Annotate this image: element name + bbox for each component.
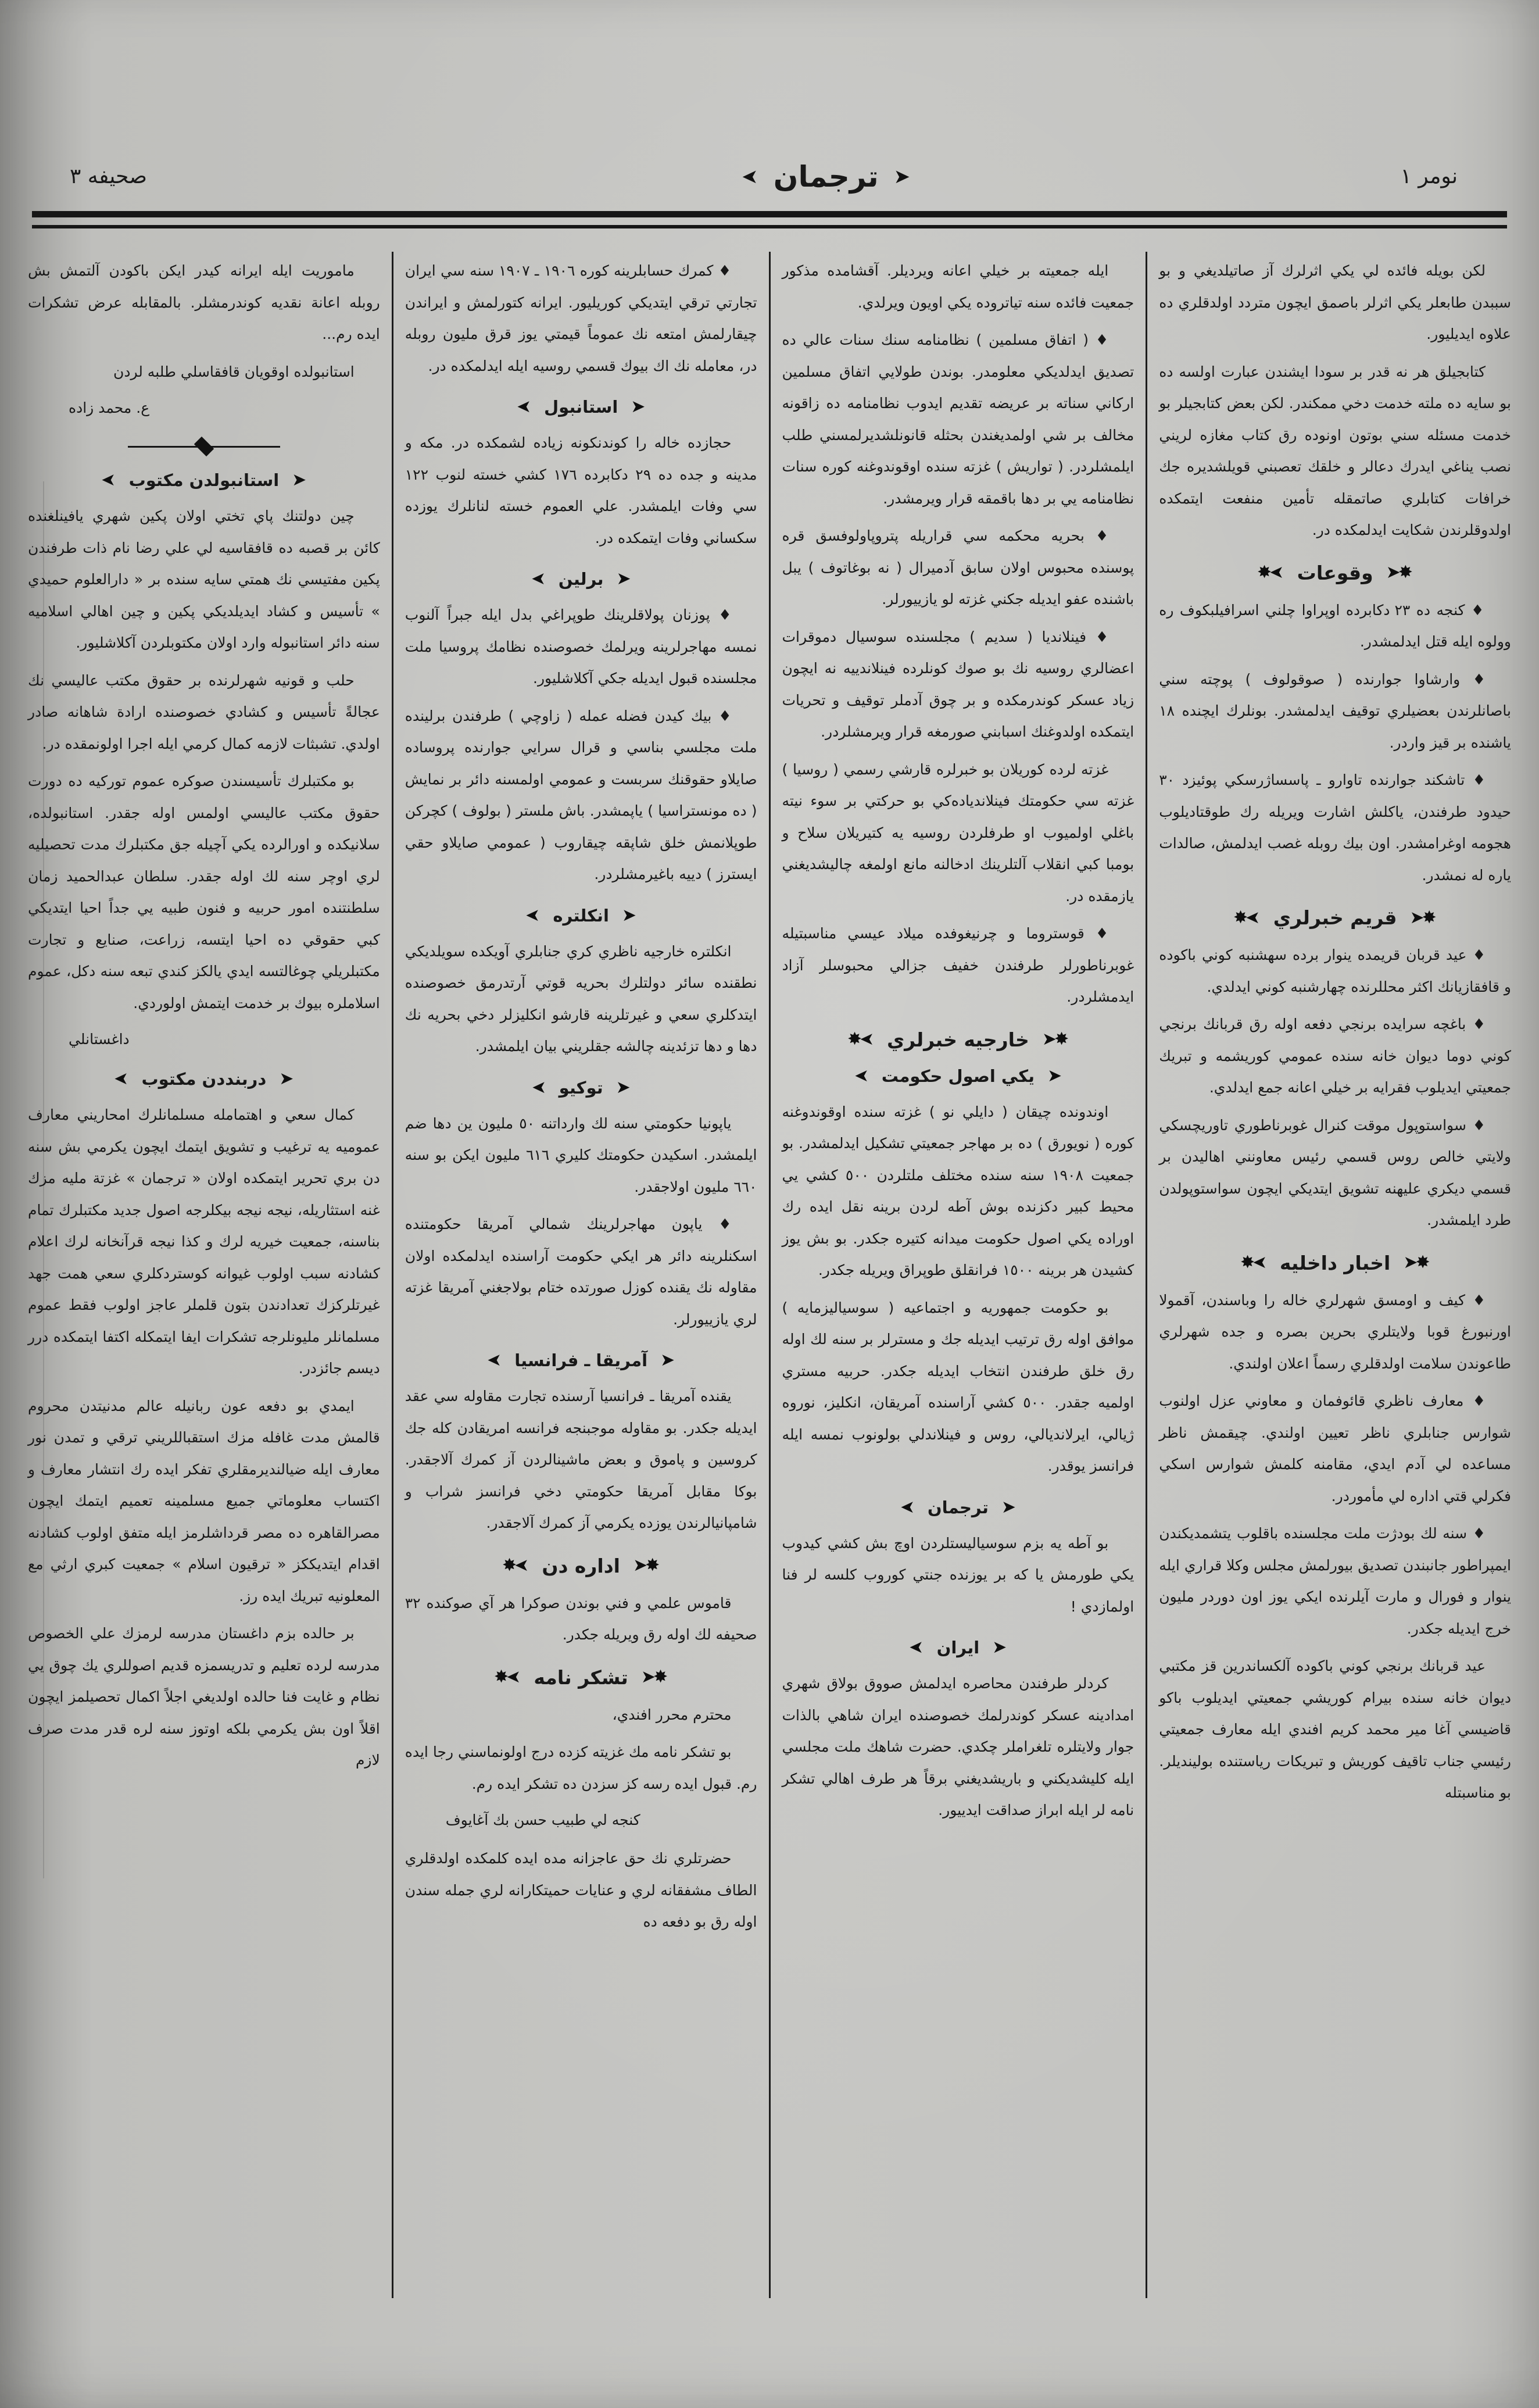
header-arrow-left-icon: ➤ <box>534 1077 546 1098</box>
section-header-label: وقوعات <box>1297 561 1373 584</box>
article-paragraph: بو تشكر نامه مك غزيته كزده درج اولونماسني رجا ايده رم. قبول ايده رسه كز سزدن ده تشكر ايده رم. <box>405 1744 757 1792</box>
article-paragraph: ايله جمعيته بر خيلي اعانه ويرديلر. آقشامده مذكور جمعيت فائده سنه تياتروده يكي اويون ويرلدي. <box>782 262 1134 311</box>
article-paragraph: چين دولتنك پاي تختي اولان پكين شهري يافينلغنده كائن بر قصبه ده قافقاسيه لي علي رضا نام ذات طرفندن پكين مفتيسي نك همتي سايه سنده بر « دارالعلوم حميدي » تأسيس و كشاد ايديلديكي پكين و چين اهالي اسلاميه سنه دائر استانبوله وارد اولان مكتوبلردن آكلاشليور. <box>28 508 380 651</box>
header-arrow-right-icon: ➤ <box>631 396 643 417</box>
header-arrow-left-icon: ➤ <box>518 396 531 417</box>
masthead <box>742 160 910 194</box>
signature-line: ع. محمد زاده <box>69 399 150 416</box>
section-header <box>1159 562 1511 584</box>
header-arrow-right-icon: ➤ <box>292 470 305 490</box>
article-paragraph: ♦ بحريه محكمه سي قراريله پتروپاولوفسق قره پوسنده محبوس اولان سابق آدميرال ( نه بوغاتوف ) يبل باشنده عفو ايديله جكني غزته لو يازييورلر. <box>782 527 1134 608</box>
masthead-arrow-left-icon: ➤ <box>742 165 758 188</box>
section-header-label: يكي اصول حكومت <box>881 1066 1035 1086</box>
article-paragraph: ♦ عيد قربان قريمده ينوار برده سهشنبه كوني باكوده و قافقازيانك اكثر محللرنده چهارشنبه كوني ايدلدي. <box>1159 946 1511 995</box>
article-paragraph: عيد قربانك برنجي كوني باكوده آلكساندرين قز مكتبي ديوان خانه سنده بيرام كوريشي جمعيتي ايديلوب باكو قاضيسي آغا مير محمد كريم افندي ايله معارف جمعيتي رئيسي جناب تاقيف كوريش و تبريكات رياستنده بوليندیلر. بو مناسبتله <box>1159 1657 1511 1801</box>
section-header <box>782 1028 1134 1051</box>
article-paragraph: محترم محرر افندي، <box>612 1706 732 1723</box>
section-header <box>28 1069 380 1089</box>
page-number-label: صحيفه ٣ <box>70 165 147 188</box>
article-paragraph: حجازده خاله را كوندنكونه زياده لشمكده در. مكه و مدينه و جده ده ٢٩ دكابرده ١٧٦ كشي خسته لنوب ١٢٢ سي وفات ايلمشدر. علي العموم خسته لنانلرك يوزده سكساني وفات ايتمكده در. <box>405 434 757 546</box>
article-paragraph: ماموريت ايله ايرانه كيدر ايكن باكودن آلتمش بش روبله اعانة نقديه كوندرمشلر. بالمقابله عرض تشكرات ايده رم... <box>28 262 380 342</box>
header-rosette-arrow-right-icon: ✸➤ <box>1041 1029 1067 1049</box>
header-arrow-left-icon: ➤ <box>856 1065 869 1086</box>
header-rosette-arrow-left-icon: ✸➤ <box>1242 1252 1267 1273</box>
scan-fold-artifact <box>43 481 44 1878</box>
article-paragraph: ♦ معارف ناظري قائوفمان و معاوني عزل اولنوب شوارس جنابلري ناظر تعيين اولندي. چيقمش ناظر مساعده لي آدم ايدي، مقامنه كلمش شوارس اسكي فكرلي قتي اداره لي مأموردر. <box>1159 1392 1511 1505</box>
article-paragraph: كردلر طرفندن محاصره ايدلمش صووق بولاق شهري امدادينه عسكر كوندرلمك خصوصنده ايران شاهي بالذات جوار ولايتلره تلغراملر چكدي. حضرت شاهك ملت مجلسي ايله كليشديكني و باريشديغني برقاً هر طرف اهالي تشكر نامه لر ايله ابراز صداقت ايدييور. <box>782 1675 1134 1818</box>
header-arrow-right-icon: ➤ <box>279 1069 292 1089</box>
section-header <box>405 906 757 926</box>
header-rosette-arrow-right-icon: ✸➤ <box>1409 907 1434 928</box>
section-header <box>1159 1252 1511 1274</box>
article-paragraph: ♦ سنه لك بودژت ملت مجلسنده باقلوب يتشمديكندن ايمپراطور جانبندن تصديق بيورلمش مجلس وكلا قراري ايله ينوار و فورال و مارت آيلرنده ايكي يوز اون دوردر مليون خرج ايديله جكدر. <box>1159 1525 1511 1637</box>
header-arrow-right-icon: ➤ <box>616 569 629 589</box>
header-arrow-right-icon: ➤ <box>615 1077 628 1098</box>
header-rosette-arrow-right-icon: ✸➤ <box>1403 1252 1428 1273</box>
divider-line <box>128 446 198 448</box>
header-arrow-left-icon: ➤ <box>489 1350 502 1370</box>
header-arrow-left-icon: ➤ <box>911 1637 924 1657</box>
newspaper-column <box>1146 252 1523 2298</box>
header-rosette-arrow-left-icon: ✸➤ <box>496 1667 521 1687</box>
section-header <box>405 1078 757 1098</box>
header-rosette-arrow-left-icon: ✸➤ <box>1259 562 1284 583</box>
divider-diamond-icon <box>194 437 214 456</box>
section-header-label: آمريقا ـ فرانسيا <box>514 1351 648 1370</box>
header-arrow-left-icon: ➤ <box>116 1069 129 1089</box>
section-header <box>405 1555 757 1577</box>
header-arrow-left-icon: ➤ <box>533 569 546 589</box>
article-paragraph: يقنده آمريقا ـ فرانسيا آرسنده تجارت مقاوله سي عقد ايديله جكدر. بو مقاوله موجبنجه فرانسه امريقادن كله جك كروسين و پاموق و بعض ماشينالردن آز كمرك آلاجقدر. بوكا مقابل آمريقا حكومتي دخي فرانسز شراب و شامپانيالرندن يوزده يكرمي آز كمرك آلاجقدر. <box>405 1388 757 1531</box>
article-paragraph: كتابجيلق هر نه قدر بر سودا ايشندن عبارت اولسه ده بو سايه ده ملته خدمت دخي ممكندر. لكن بعض كتابجيلر بو خدمت مسئله سني بوتون اونوده رق كتاب مغازه لريني نصب يناغي ايدرك دعالر و خلقك تعصبني قويلشديره جك خرافات كتابلري صاتمقله تأمين منفعت ايتمكده اولدوقلرندن شكايت ايدلمكده در. <box>1159 363 1511 538</box>
article-paragraph: ♦ فينلانديا ( سديم ) مجلسنده سوسيال دموقرات اعضالري روسيه نك بو صوك كونلرده فينلاندييه نه ايچون زياد عسكر كوندرمكده و بر چوق آدملر توقيف و تحريات ايتمكده اولدوغنك اسبابني صورمغه قرار ويرمشلردر. <box>782 628 1134 740</box>
article-paragraph: ♦ سواستوپول موقت كنرال غوبرناطوري تاوريچسكي ولايتي خالص روس قسمي رئيس معاونني اهاليدن بر قسمي ديكري عليهنه تشويق ايتديكي ايچون سواستوپولدن طرد ايلمشدر. <box>1159 1116 1511 1228</box>
article-paragraph: استانبولده اوقويان قافقاسلي طلبه لردن <box>113 363 355 380</box>
article-paragraph: حضرتلري نك حق عاجزانه مده ايده كلمكده اولدقلري الطاف مشفقانه لري و عنايات حميتكارانه لري جمله سندن اوله رق بو دفعه ده <box>405 1850 757 1930</box>
section-header-label: ترجمان <box>927 1497 989 1517</box>
article-paragraph: ايمدي بو دفعه عون ربانيله عالم مدنيتدن محروم قالمش مدت غافله مزك استقباللريني ترقي و تمدن نور معارف ايله ضيالنديرمقلري تفكر ايده رك انتشار معارف و اكتساب معلوماتي جميع مسلمينه تعميم ايتمك ايچون مصرالقاهره ده مصر قرداشلرمز ايله متفق اولوب كشادنه اقدام ايتديككز « ترقيون اسلام » جمعيت كبري ارثي مع المعلونيه تبريك ايده رز. <box>28 1397 380 1605</box>
section-header-label: استانبولدن مكتوب <box>128 470 280 490</box>
article-paragraph: بو مكتبلرك تأسيسندن صوكره عموم توركيه ده دورت حقوق مكتب عاليسي اولمس اوله جقدر. استانبولده، سلانيكده و اورالرده يكي آچيله جق مكتبلرك مدت تحصيليه لري اوچر سنه لك اوله جقدر. سلطان عبدالحميد زمان سلطنتنده امور حربيه و فنون طبيه يي جداً احيا ايتديكي كبي حقوقي ده احيا ايتسه، زراعت، صنايع و تجارت مكتبلريلي چوغالتسه ايدي يالكز كندي تبعه سنه دكل، عموم اسلاملره بيوك بر خدمت ايتمش اولوردي. <box>28 773 380 1012</box>
section-header-label: تشكر نامه <box>534 1666 628 1689</box>
section-header-label: اخبار داخليه <box>1279 1251 1391 1274</box>
article-paragraph: ♦ ( اتفاق مسلمين ) نظامنامه سنك سنات عالي ده تصديق ايدلديكي معلومدر. بوندن طولايي اتفاق مسلمين اركاني سناته بر عريضه تقديم ايدوب نظامنامه ده زاقونه مخالف بر شي اولمديغندن بحثله قانونلشديرلمسني طلب ايلمشلردر. ( تواريش ) غزته سنده اوقوندوغنه كوره سنات نظامنامه يي بر دها باقمقه قرار ويرمشدر. <box>782 331 1134 507</box>
header-rosette-arrow-right-icon: ✸➤ <box>1386 562 1411 583</box>
article-paragraph: حلب و قونيه شهرلرنده بر حقوق مكتب عاليسي نك عجالةً تأسيس و كشادي خصوصنده ارادة شاهانه صادر اولدي. تشبثات لازمه كمال كرمي ايله اجرا اولونمقده در. <box>28 671 380 752</box>
section-header-label: دربنددن مكتوب <box>141 1069 267 1089</box>
header-arrow-right-icon: ➤ <box>660 1350 673 1370</box>
section-header-label: استانبول <box>544 397 618 417</box>
article-paragraph: ♦ ياپون مهاجرلرينك شمالي آمريقا حكومتنده اسكنلرينه دائر هر ايكي حكومت آراسنده ايدلمكده اولان مقاوله نك يقنده كوزل صورتده ختام بولاجغني آمريقا غزته لري يازييورلر. <box>405 1216 757 1328</box>
section-header-label: قريم خبرلري <box>1273 906 1397 929</box>
section-header-label: خارجيه خبرلري <box>886 1028 1029 1051</box>
header-rosette-arrow-left-icon: ✸➤ <box>1236 907 1261 928</box>
masthead-arrow-right-icon: ➤ <box>893 165 911 188</box>
newspaper-column <box>769 252 1146 2298</box>
divider-line <box>210 446 280 448</box>
article-paragraph: بو حكومت جمهوريه و اجتماعيه ( سوسياليزمايه ) موافق اوله رق ترتيب ايديله جك و مسترلر بر سنه لك اوله رق خلق طرفندن انتخاب ايديله جكدر. حربيه مستري اولميه جقدر. ٥٠٠ كشي آراسنده آمريقان، انكليز، نوروه ژيالي، ايرلانديالي، روس و فينلاندلي بولونوب نمسه ايله فرانسز يوقدر. <box>782 1299 1134 1474</box>
newspaper-column <box>16 252 392 2298</box>
article-paragraph: ♦ كنجه ده ٢٣ دكابرده اوپراوا چلني اسرافيلبكوف ره وولوه ايله قتل ايدلمشدر. <box>1159 601 1511 650</box>
header-arrow-right-icon: ➤ <box>621 905 635 926</box>
issue-number-label: نومر ١ <box>1400 165 1458 188</box>
section-header-label: برلين <box>558 569 604 589</box>
article-paragraph: غزته لرده كوريلان بو خبرلره قارشي رسمي ( روسيا ) غزته سي حكومتك فينلانديادەكي بو حركتي بر سوء نيته باغلي اولميوب او طرفلردن روسيه يه كتيريلان سلاح و بومبا كبي انقلاب آلتلرينك ادخالنه مانع اولمغه چاليشديغني يازمقده در. <box>782 760 1134 905</box>
section-header <box>1159 906 1511 929</box>
section-header-label: ايران <box>936 1638 980 1657</box>
article-paragraph: ياپونيا حكومتي سنه لك وارداتنه ٥٠ مليون ين دها ضم ايلمشدر. اسكيدن حكومتك كليري ٦١٦ مليون ايكن بو سنه ٦٦٠ مليون اولاجقدر. <box>405 1114 757 1195</box>
section-divider-ornament <box>28 438 380 455</box>
article-paragraph: قاموس علمي و فني بوندن صوكرا هر آي صوكنده ٣٢ صحيفه لك اوله رق ويريله جكدر. <box>405 1594 757 1643</box>
article-paragraph: ♦ قوستروما و چرنيغوفده ميلاد عيسي مناسبتيله غوبرناطورلر طرفندن خفيف جزالي محبوسلر آزاد ايدمشلردر. <box>782 925 1134 1005</box>
article-paragraph: ♦ پوزنان پولاقلرينك طوپراغي بدل ايله جبراً آلنوب نمسه مهاجرلرينه ويرلمك خصوصنده نظامك پروسيا ملت مجلسنده قبول ايديله جكي آكلاشليور. <box>405 606 757 687</box>
header-arrow-left-icon: ➤ <box>528 905 541 926</box>
article-paragraph: ♦ بيك كيدن فضله عمله ( زاوچي ) طرفندن برلينده ملت مجلسي بناسي و قرال سرايي جوارنده پروساده صايلاو حقوقنك سربست و عمومي اولمسنه دائر بر نمايش ( ده مونستراسيا ) ياپمشدر. باش ملستر ( بولوف ) كچركن طوپلانمش خلق شاپقه چيقاروب ( عمومي صايلاو حقي ايسترز ) دييه باغيرمشلردر. <box>405 707 757 883</box>
section-header-label: انكلتره <box>553 905 609 926</box>
header-rosette-arrow-right-icon: ✸➤ <box>640 1667 666 1687</box>
section-header <box>782 1638 1134 1657</box>
masthead-rule <box>32 211 1507 228</box>
article-paragraph: ♦ كيف و اومسق شهرلري خاله را وباسندن، آقمولا اورنبورغ قوبا ولايتلري بحرين بصره و جده شهرلري طاعوندن سلامت اولدقلري رسماً اعلان اولندي. <box>1159 1291 1511 1372</box>
header-arrow-left-icon: ➤ <box>902 1496 915 1517</box>
article-paragraph: اوندونده چيقان ( دايلي نو ) غزته سنده اوقوندوغنه كوره ( نويورق ) ده بر مهاجر جمعيتي تشكيل ايدلمشدر. بو جمعيت ١٩٠٨ سنه سنده مختلف ملتلردن ٥٠٠ كشي يي محيط كبير دكزنده بوش آطه لردن برينه نقل ايده رك اوراده يكي اصول حكومت ميدانه كتيره جكدر. بو بش يوز كشيدن هر برينه ١٥٠٠ فرانقلق طوپراق ويريله جكدر. <box>782 1103 1134 1278</box>
article-paragraph: ♦ تاشكند جوارنده تاوارو ـ پاسساژرسكي پوئيزد ٣٠ حيدود طرفندن، ياكلش اشارت ويريله رك طوقتاديلوب هجومه اوغرامشدر. اون بيك روبله غصب ايدلمش، صالدات ياره له نمشدر. <box>1159 771 1511 884</box>
article-paragraph: ♦ وارشاوا جوارنده ( صوقولوف ) پوچته سني باصانلرندن بعضيلري توقيف ايدلمشدر. بونلرك ايچنده ١٨ ياشنده بر قيز واردر. <box>1159 670 1511 751</box>
header-rosette-arrow-right-icon: ✸➤ <box>632 1555 658 1575</box>
article-paragraph: انكلتره خارجيه ناظري كري جنابلري آويكده سويلديكي نطقنده سائر دولتلرك بحريه قوتي آرتدرمق خصوصنده ايتدكلري سعي و غيرتلرينه قارشو انكليزلر دخي بحريه نك دها و دها تزئدينه چالشه جقلريني بيان ايلمشدر. <box>405 942 757 1055</box>
article-paragraph: بر حالده بزم داغستان مدرسه لرمزك علي الخصوص مدرسه لرده تعليم و تدريسمزه قديم اصوللري يك چوق يي نظام و غايت فنا حالده اولديغي اجلاً اكمال تحصيلمز ايچون اقلاً اون بش يكرمي بلكه اوتوز سنه لره قدر مدت صرف لازم <box>28 1625 380 1769</box>
article-paragraph: بو آطه يه بزم سوسياليستلردن اوچ بش كشي كيدوب يكي طورمش يا كه بر يوزنده جنتي كوروب كلسه لر فنا اولمازدي ! <box>782 1534 1134 1615</box>
section-header-label: اداره دن <box>542 1554 620 1577</box>
masthead-title: ترجمان <box>773 160 879 194</box>
article-columns <box>16 252 1523 2298</box>
article-paragraph: ♦ كمرك حسابلرينه كوره ١٩٠٦ ـ ١٩٠٧ سنه سي ايران تجارتي ترقي ايتديكي كوريليور. ايرانه كتورلمش و ايراندن چيقارلمش امتعه نك عموماً قيمتي يوز قرق مليون روبله در، معامله نك اك بيوك قسمي روسيه ايله ايدلمكده در. <box>405 262 757 374</box>
section-header <box>782 1066 1134 1086</box>
signature-line: داغستانلي <box>69 1031 130 1048</box>
section-header <box>405 1351 757 1370</box>
article-paragraph: كمال سعي و اهتمامله مسلمانلرك امحاريني معارف عموميه يه ترغيب و تشويق ايتمك ايچون يكرمي بش سنه دن بري تحرير ايتمكده اولان « ترجمان » غزتة مليه مزك غنه استثاريله، نيجه نيجه بيكلرجه اصول جديد مكتبلرك تمام بناسنه، جمعيت خيريه لرك و كذا نيجه قرآنخانه لرك اعلام كشادنه سبب اولوب غيوانه كوستردكلري سعي همت جهد غيرتلركزك تعدادندن بتون قلملر عاجز اولوب فقط عموم مسلمانلر مليونلرجه تشكرات ايفا ايتمكله اكتفا ايتمكده درر ديسم جائزدر. <box>28 1106 380 1377</box>
section-header <box>405 1666 757 1689</box>
header-rosette-arrow-left-icon: ✸➤ <box>504 1555 529 1575</box>
header-arrow-right-icon: ➤ <box>992 1637 1005 1657</box>
section-header <box>405 569 757 589</box>
header-rosette-arrow-left-icon: ✸➤ <box>849 1029 874 1049</box>
article-paragraph: لكن بويله فائده لي يكي اثرلرك آز صاتيلديغي و بو سببدن طابعلر يكي اثرلر باصمق ايچون متردد اولدقلري ده علاوه ايديليور. <box>1159 262 1511 342</box>
section-header <box>405 397 757 417</box>
section-header-label: توكيو <box>559 1077 603 1098</box>
header-arrow-right-icon: ➤ <box>1001 1496 1014 1517</box>
article-paragraph: ♦ باغچه سرايده برنجي دفعه اوله رق قربانك برنجي كوني دوما ديوان خانه سنده عمومي كوريشمه و تبريك جمعيتي ايديلوب فقرايه بر خيلي اعانه جمع ايدلدي. <box>1159 1016 1511 1096</box>
section-header <box>782 1498 1134 1517</box>
header-arrow-left-icon: ➤ <box>103 470 116 490</box>
page-header <box>0 0 1539 211</box>
section-header <box>28 470 380 490</box>
signature-line: كنجه لي طبيب حسن بك آغايوف <box>445 1812 640 1828</box>
newspaper-column <box>392 252 769 2298</box>
header-arrow-right-icon: ➤ <box>1047 1065 1060 1086</box>
